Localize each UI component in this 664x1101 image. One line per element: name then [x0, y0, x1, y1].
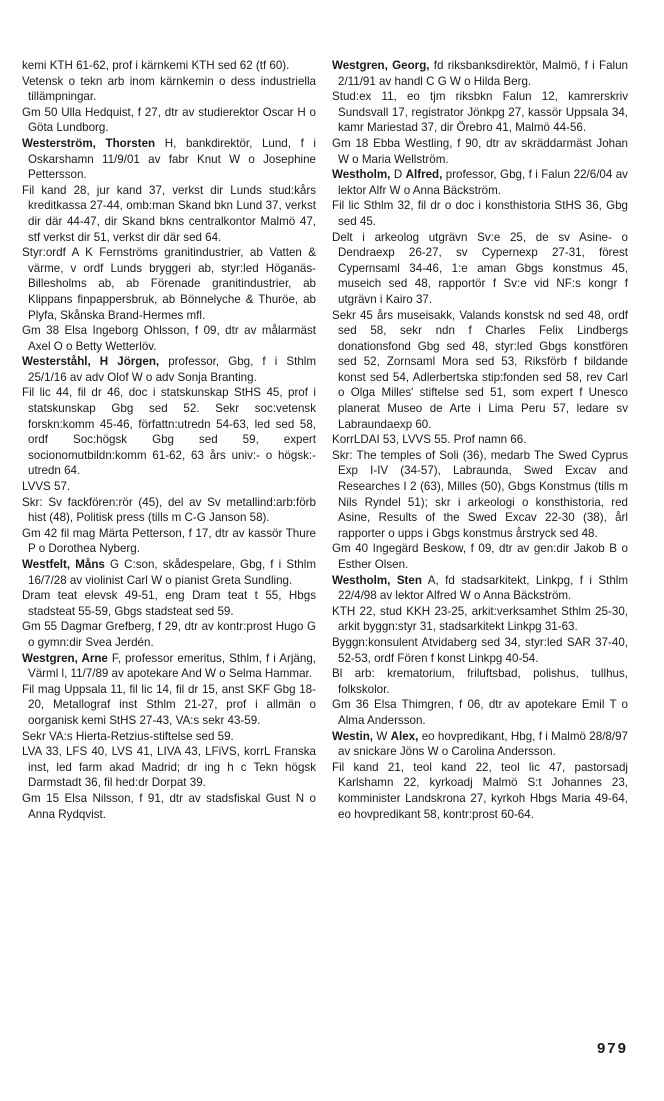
entry-headword: Westerståhl, H Jörgen,	[22, 355, 160, 369]
entry-paragraph	[22, 682, 316, 729]
entry-paragraph	[332, 136, 628, 167]
entry-text: Fil kand 28, jur kand 37, verkst dir Lunds stud:kårs kreditkassa 27-44, omb:man Skand bkn Lund 37, verkst dir där 44-47, dir Skand bkns centralkontor Malmö 47, stf verkst dir 51, verkst dir där sed 64.	[22, 183, 316, 244]
entry-text: G C:son, skådespelare, Gbg, f i Sthlm 16/7/28 av violinist Carl W o pianist Greta Sundling.	[28, 558, 316, 587]
entry-paragraph	[332, 432, 628, 448]
entry-text: Fil kand 21, teol kand 22, teol lic 47, pastorsadj Karlshamn 22, kyrkoadj Malmö S:t Johannes 23, komminister Landskrona 27, kyrkoh Hbgs Maria 49-64, eo hovpredikant 58, kontr:prost 60-64.	[332, 760, 628, 821]
entry-text: eo hovpredikant, Hbg, f i Malmö 28/8/97 av snickare Jöns W o Carolina Andersson.	[338, 729, 628, 759]
entry-text: LVVS 57.	[22, 480, 71, 494]
entry-paragraph	[332, 230, 628, 308]
entry-text: Stud:ex 11, eo tjm riksbkn Falun 12, kamrerskriv Sundsvall 17, registrator Jönkpg 27, kassör Uppsala 34, kamr Mariestad 37, dir Örebro 41, Malmö 44-56.	[332, 90, 628, 135]
entry-headword: Westin,	[332, 729, 374, 743]
entry-text: Fil lic 44, fil dr 46, doc i statskunskap StHS 45, prof i statskunskap Gbg sed 52. Sekr soc:vetensk forskn:komm 45-46, författn:utredn 54-63, led sed 58, ordf Soc:högsk Gbg sed 59, expert socionomutbildn:komm 61-62, 63 års univ:- o högsk:-utredn 64.	[22, 386, 316, 478]
entry-text: Gm 55 Dagmar Grefberg, f 29, dtr av kontr:prost Hugo G o gymn:dir Svea Jerdén.	[22, 620, 316, 649]
entry-text: kemi KTH 61-62, prof i kärnkemi KTH sed 62 (tf 60).	[22, 59, 290, 72]
entry-paragraph	[22, 136, 316, 183]
entry-paragraph	[22, 105, 316, 136]
entry-text: D	[390, 168, 406, 182]
left-column	[22, 58, 316, 822]
entry-headword: Westholm, Sten	[332, 573, 422, 587]
entry-headword: Westerström, Thorsten	[22, 136, 156, 150]
entry-text: Byggn:konsulent Atvidaberg sed 34, styr:led SAR 37-40, 52-53, ordf Fören f konst Linkpg 40-54.	[332, 635, 628, 665]
entry-paragraph	[332, 198, 628, 229]
entry-headword: Alex,	[390, 729, 419, 743]
entry-paragraph	[332, 448, 628, 542]
entry-text: Gm 18 Ebba Westling, f 90, dtr av skräddarmäst Johan W o Maria Wellström.	[332, 136, 628, 166]
entry-text: KTH 22, stud KKH 23-25, arkit:verksamhet Sthlm 25-30, arkit byggn:styr 31, stadsarkitekt Linkpg 31-63.	[332, 604, 628, 634]
entry-text: H, bankdirektör, Lund, f i Oskarshamn 11/9/01 av fabr Knut W o Josephine Pettersson.	[28, 136, 317, 182]
entry-text: Gm 15 Elsa Nilsson, f 91, dtr av stadsfiskal Gust N o Anna Rydqvist.	[22, 791, 316, 821]
entry-text: Fil lic Sthlm 32, fil dr o doc i konsthistoria StHS 36, Gbg sed 45.	[332, 199, 628, 228]
entry-paragraph	[332, 89, 628, 136]
entry-text: Gm 42 fil mag Märta Petterson, f 17, dtr av kassör Thure P o Dorothea Nyberg.	[22, 526, 316, 556]
entry-text: Gm 36 Elsa Thimgren, f 06, dtr av apotekare Emil T o Alma Andersson.	[332, 698, 628, 727]
entry-paragraph	[22, 588, 316, 619]
entry-paragraph	[332, 666, 628, 697]
entry-text: Delt i arkeolog utgrävn Sv:e 25, de sv Asine- o Dendraexp 26-27, sv Cypernexp 27-31, förest Cypernsaml 34-46, 1:e aman Gbgs konstmus 45, museich sed 48, rapportör f Sv:e vid NF:s kongr f utgrävn i Kairo 37.	[332, 230, 628, 306]
entry-text: KorrLDAI 53, LVVS 55. Prof namn 66.	[332, 433, 527, 447]
entry-paragraph	[332, 541, 628, 572]
entry-paragraph	[332, 58, 628, 89]
entry-paragraph	[332, 760, 628, 822]
entry-paragraph	[22, 791, 316, 822]
entry-paragraph	[22, 183, 316, 245]
entry-paragraph	[332, 697, 628, 728]
entry-paragraph	[22, 385, 316, 479]
entry-paragraph	[22, 729, 316, 745]
entry-paragraph	[22, 495, 316, 526]
entry-paragraph	[22, 245, 316, 323]
entry-text: Bl arb: krematorium, friluftsbad, polishus, tullhus, folkskolor.	[332, 667, 628, 696]
entry-text: Gm 40 Ingegärd Beskow, f 09, dtr av gen:dir Jakob B o Esther Olsen.	[332, 542, 628, 571]
entry-text: Skr: The temples of Soli (36), medarb The Swed Cyprus Exp I-IV (34-57), Labraunda, Swed Excav and Researches I 2 (63), Milles (50), Gbgs Konstmus (tills m Nils Ryndel 51); skr i arkeologi o konsthistoria, red Asine, Results of the Swed Excav 22-30 (38), årl rapporter o upps i Gbgs konstmus årstryck sed 48.	[332, 448, 628, 540]
entry-text: professor, Gbg, f i Falun 22/6/04 av lektor Alfr W o Anna Bäckström.	[338, 168, 628, 197]
entry-text: Skr: Sv fackfören:rör (45), del av Sv metallind:arb:förb hist (48), Politisk press (tills m C-G Janson 58).	[22, 495, 316, 525]
entry-headword: Westholm,	[332, 168, 391, 182]
page-number: 979	[596, 1040, 628, 1057]
entry-paragraph	[22, 354, 316, 385]
entry-paragraph	[22, 744, 316, 791]
entry-text: Vetensk o tekn arb inom kärnkemin o dess industriella tillämpningar.	[22, 74, 316, 104]
entry-headword: Westgren, Arne	[22, 651, 108, 665]
entry-paragraph	[22, 323, 316, 354]
entry-paragraph	[332, 167, 628, 198]
entry-text: Fil mag Uppsala 11, fil lic 14, fil dr 15, anst SKF Gbg 18-20, Metallograf inst Sthlm 21-27, prof i allmän o oorganisk kemi StHS 27-43, VA:s sekr 43-59.	[22, 682, 316, 727]
entry-paragraph	[332, 573, 628, 604]
entry-paragraph	[332, 729, 628, 760]
entry-paragraph	[22, 58, 316, 74]
entry-paragraph	[22, 74, 316, 105]
entry-paragraph	[22, 479, 316, 495]
entry-paragraph	[332, 635, 628, 666]
entry-headword: Alfred,	[405, 168, 443, 182]
entry-text: LVA 33, LFS 40, LVS 41, LIVA 43, LFiVS, korrL Franska inst, led farm akad Madrid; dr ing h c Tekn högsk Darmstadt 36, fil hed:dr Dorpat 39.	[22, 745, 316, 790]
entry-paragraph	[332, 308, 628, 433]
entry-paragraph	[22, 526, 316, 557]
entry-paragraph	[22, 557, 316, 588]
entry-text: Gm 38 Elsa Ingeborg Ohlsson, f 09, dtr av målarmäst Axel O o Betty Wetterlöv.	[22, 324, 316, 353]
entry-text: professor, Gbg, f i Sthlm 25/1/16 av adv Olof W o adv Sonja Branting.	[28, 355, 316, 384]
entry-text: W	[373, 729, 391, 743]
entry-paragraph	[22, 651, 316, 682]
entry-text: Sekr VA:s Hierta-Retzius-stiftelse sed 59.	[22, 729, 234, 743]
entry-text: Styr:ordf A K Fernströms granitindustrier, ab Vatten & värme, v ordf Lunds bryggeri ab, styr:led Höganäs-Billesholms ab, ab Förenade granitindustrier, ab Klippans finpappersbruk, ab Bönnelyche & Thuröe, ab Plyfa, Skånska Brand-Hermes mfl.	[22, 246, 316, 322]
entry-headword: Westgren, Georg,	[332, 59, 430, 72]
entry-text: Dram teat elevsk 49-51, eng Dram teat t 55, Hbgs stadsteat 55-59, Gbgs stadsteat sed 59.	[22, 589, 316, 618]
entry-text: fd riksbanksdirektör, Malmö, f i Falun 2/11/91 av handl C G W o Hilda Berg.	[338, 59, 628, 88]
right-column	[332, 58, 628, 822]
entry-text: F, professor emeritus, Sthlm, f i Arjäng, Värml l, 11/7/89 av apotekare And W o Selma Hammar.	[28, 651, 316, 681]
entry-text: A, fd stadsarkitekt, Linkpg, f i Sthlm 22/4/98 av lektor Alfred W o Anna Bäckström.	[338, 573, 628, 603]
entry-paragraph	[22, 619, 316, 650]
entry-text: Sekr 45 års museisakk, Valands konstsk nd sed 48, ordf sed 58, sekr ndn f Charles Felix Lindbergs donationsfond Gbg sed 48, styr:led Gbgs konstfören sed 52, Zornsaml Mora sed 53, Riksförb f bildande konst sed 54, Adlerbertska stip:fonden sed 58, rev Carl o Olga Milles' stiftelse sed 51, som expert f Unesco planerat Museo de Arte i Lima Peru 57, ledare sv Labraundaexp 60.	[332, 308, 628, 431]
entry-headword: Westfelt, Måns	[22, 558, 105, 571]
entry-text: Gm 50 Ulla Hedquist, f 27, dtr av studierektor Oscar H o Göta Lundborg.	[22, 105, 316, 135]
entry-paragraph	[332, 604, 628, 635]
